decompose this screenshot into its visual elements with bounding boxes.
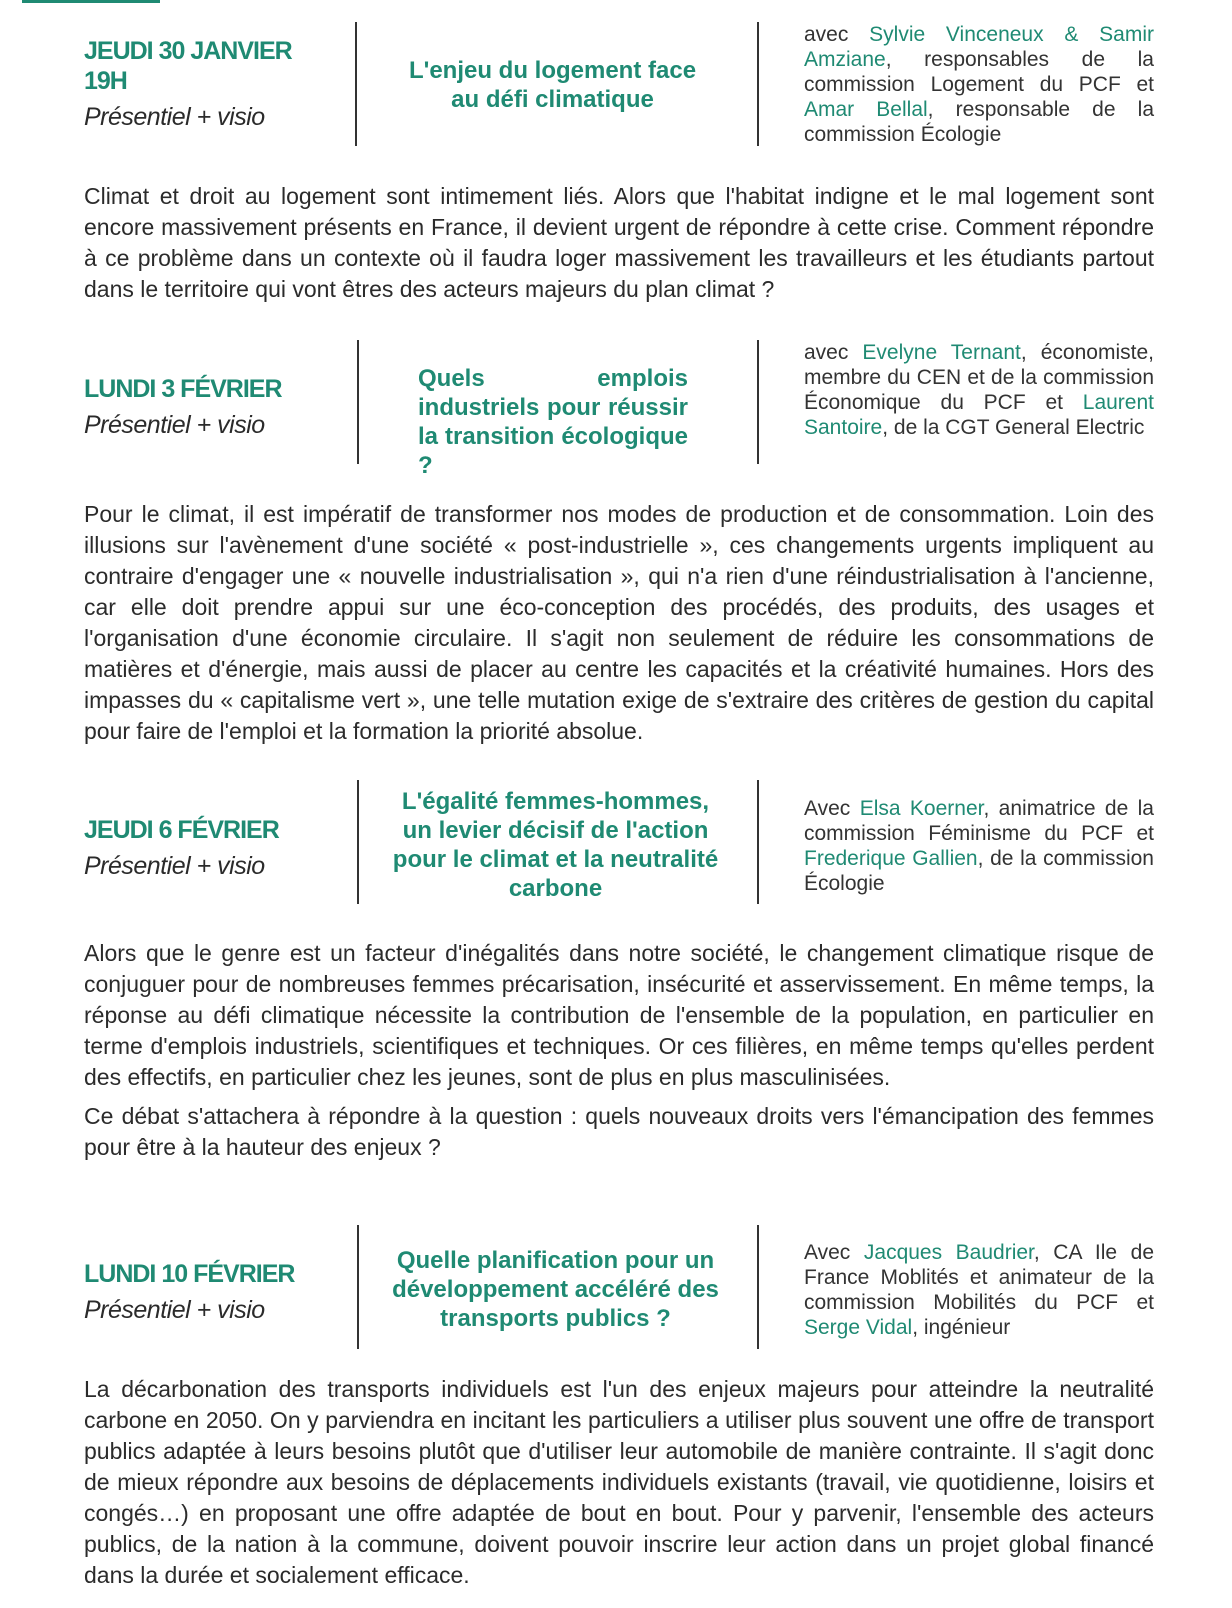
speaker-name: Sylvie Vinceneux & Samir Amziane bbox=[804, 23, 1154, 71]
divider bbox=[357, 1225, 359, 1349]
event-mode: Présentiel + visio bbox=[84, 852, 265, 880]
speaker-name: Frederique Gallien bbox=[804, 847, 978, 870]
event-speakers: avec Evelyne Ternant, économiste, membre du CEN et de la commission Économique du PCF et Laurent Santoire, de la CGT General Electric bbox=[804, 341, 1154, 439]
event-date: JEUDI 30 JANVIER 19H bbox=[84, 37, 292, 95]
event-title: L'égalité femmes-hommes, un levier décisif de l'action pour le climat et la neutralité carbone bbox=[392, 788, 719, 902]
event-speakers: Avec Elsa Koerner, animatrice de la commission Féminisme du PCF et Frederique Gallien, de la commission Écologie bbox=[804, 797, 1154, 895]
event-title: L'enjeu du logement face au défi climatique bbox=[408, 57, 697, 113]
event-date-block bbox=[84, 36, 324, 132]
event-mode: Présentiel + visio bbox=[84, 411, 265, 439]
event-mode: Présentiel + visio bbox=[84, 103, 265, 131]
event-date: LUNDI 10 FÉVRIER bbox=[84, 1260, 295, 1288]
event-speakers: avec Sylvie Vinceneux & Samir Amziane, responsables de la commission Logement du PCF et Amar Bellal, responsable de la commission Écologie bbox=[804, 23, 1154, 146]
divider bbox=[757, 340, 759, 464]
event-description: Climat et droit au logement sont intimement liés. Alors que l'habitat indigne et le mal logement sont encore massivement présents en France, il devient urgent de répondre à cette crise. Comment répondre à ce problème dans un contexte où il faudra loger massivement les travailleurs et les étudiants partout dans le territoire qui vont êtres des acteurs majeurs du plan climat ? bbox=[84, 183, 1154, 302]
event-date-block bbox=[84, 374, 324, 440]
event-date: JEUDI 6 FÉVRIER bbox=[84, 816, 279, 844]
speaker-name: Serge Vidal bbox=[804, 1316, 913, 1339]
event-date-block bbox=[84, 815, 324, 881]
divider bbox=[357, 780, 359, 904]
divider bbox=[355, 22, 357, 146]
event-description: La décarbonation des transports individuels est l'un des enjeux majeurs pour atteindre la neutralité carbone en 2050. On y parviendra en incitant les particuliers a utiliser plus souvent une offre de transport publics adaptée à leurs besoins plutôt que d'utiliser leur automobile de manière contrainte. Il s'agit donc de mieux répondre aux besoins de déplacements individuels existants (travail, vie quotidienne, loisirs et congés…) en proposant une offre adaptée de bout en bout. Pour y parvenir, l'ensemble des acteurs publics, de la nation à la commune, doivent pouvoir inscrire leur action dans un projet global financé dans la durée et socialement efficace. bbox=[84, 1376, 1154, 1588]
event-title: Quels emplois industriels pour réussir la transition écologique ? bbox=[418, 365, 688, 479]
event-speakers: Avec Jacques Baudrier, CA Ile de France Moblités et animateur de la commission Mobilités du PCF et Serge Vidal, ingénieur bbox=[804, 1241, 1154, 1339]
event-description: Pour le climat, il est impératif de transformer nos modes de production et de consommation. Loin des illusions sur l'avènement d'une société « post-industrielle », ces changements urgents impliquent au contraire d'engager une « nouvelle industrialisation », qui n'a rien d'une réindustrialisation à l'ancienne, car elle doit prendre appui sur une éco-conception des procédés, des produits, des usages et l'organisation d'une économie circulaire. Il s'agit non seulement de réduire les consommations de matières et d'énergie, mais aussi de placer au centre les capacités et la créativité humaines. Hors des impasses du « capitalisme vert », une telle mutation exige de s'extraire des critères de gestion du capital pour faire de l'emploi et la formation la priorité absolue. bbox=[84, 501, 1154, 744]
speaker-name: Jacques Baudrier bbox=[863, 1241, 1034, 1264]
top-accent-bar bbox=[22, 0, 160, 3]
speaker-name: Evelyne Ternant bbox=[862, 341, 1021, 364]
speaker-name: Elsa Koerner bbox=[859, 797, 984, 820]
divider bbox=[757, 1225, 759, 1349]
divider bbox=[357, 340, 359, 464]
event-date-block bbox=[84, 1259, 344, 1325]
event-description: Alors que le genre est un facteur d'inégalités dans notre société, le changement climatique risque de conjuguer pour de nombreuses femmes précarisation, insécurité et asservissement. En même temps, la réponse au défi climatique nécessite la contribution de l'ensemble de la population, en particulier en terme d'emplois industriels, scientifiques et techniques. Or ces filières, en même temps qu'elles perdent des effectifs, en particulier chez les jeunes, sont de plus en plus masculinisées. Ce débat s'attachera à répondre à la question : quels nouveaux droits vers l'émancipation des femmes pour être à la hauteur des enjeux ? bbox=[84, 940, 1154, 1160]
event-mode: Présentiel + visio bbox=[84, 1296, 265, 1324]
event-title: Quelle planification pour un développement accéléré des transports publics ? bbox=[392, 1247, 719, 1332]
divider bbox=[757, 22, 759, 146]
divider bbox=[757, 780, 759, 904]
event-date: LUNDI 3 FÉVRIER bbox=[84, 375, 282, 403]
speaker-name: Amar Bellal bbox=[804, 98, 928, 121]
speaker-name: Laurent Santoire bbox=[804, 391, 1154, 439]
